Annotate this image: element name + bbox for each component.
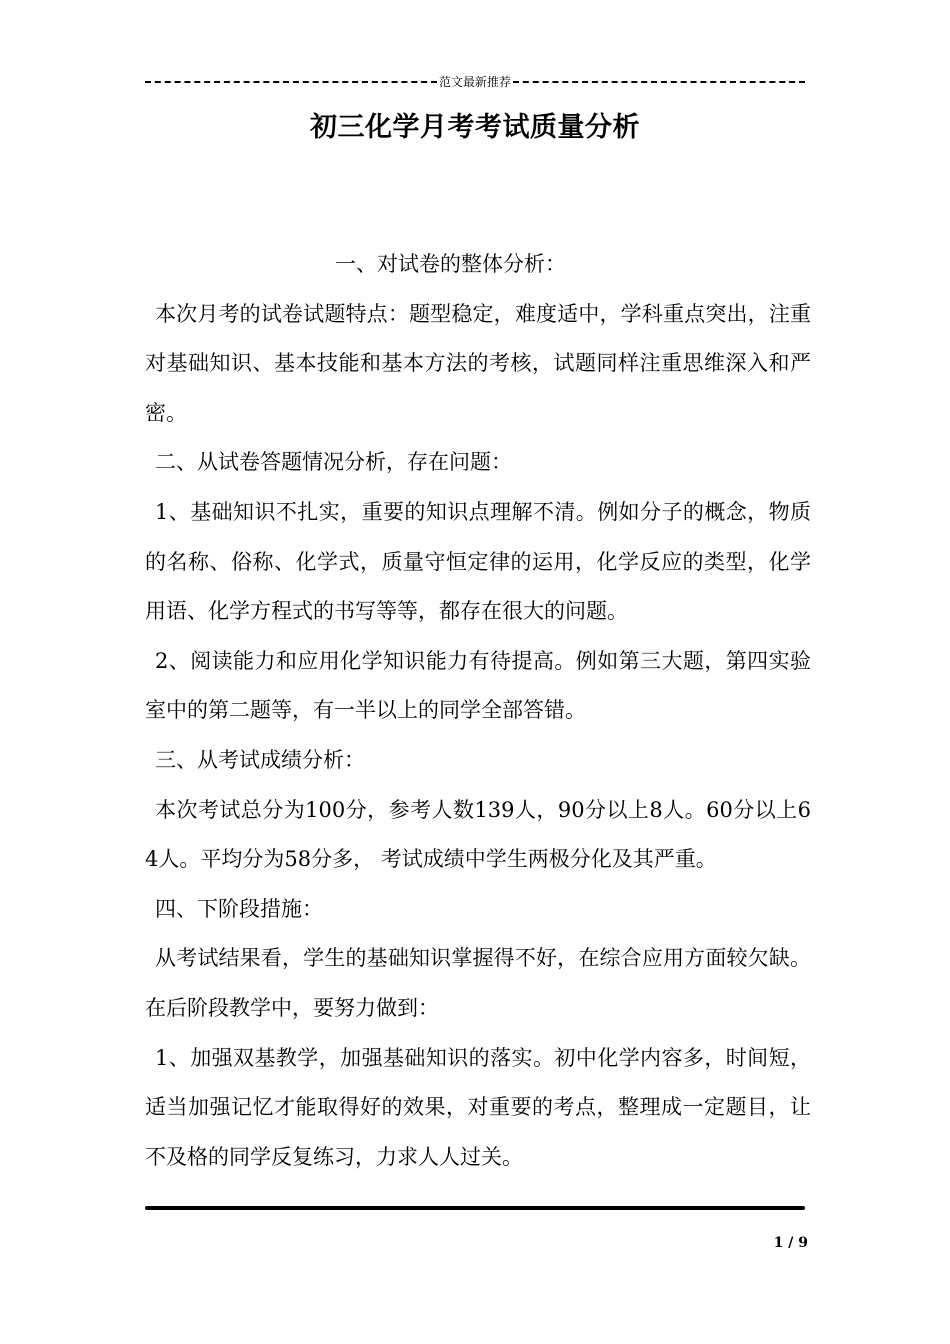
section-4-heading: 四、下阶段措施： — [155, 896, 323, 921]
document-body — [145, 240, 811, 1182]
paragraph-4: 从考试结果看，学生的基础知识掌握得不好，在综合应用方面较欠缺。在后阶段教学中，要努力做到： — [145, 946, 811, 1020]
paragraph-1: 本次月考的试卷试题特点：题型稳定，难度适中，学科重点突出，注重对基础知识、基本技能和基本方法的考核，试题同样注重思维深入和严密。 — [145, 301, 811, 425]
section-1-heading: 一、对试卷的整体分析： — [335, 252, 566, 276]
document-title: 初三化学月考考试质量分析 — [310, 112, 640, 143]
paragraph-3: 本次考试总分为100分，参考人数139人，90分以上8人。60分以上64人。平均分为58分多， 考试成绩中学生两极分化及其严重。 — [145, 797, 811, 872]
header-label: 范文最新推荐 — [439, 75, 512, 89]
paragraph-2-1: 1、基础知识不扎实，重要的知识点理解不清。例如分子的概念，物质的名称、俗称、化学式，质量守恒定律的运用，化学反应的类型，化学用语、化学方程式的书写等等，都存在很大的问题。 — [145, 499, 811, 624]
section-2-heading: 二、从试卷答题情况分析，存在问题： — [155, 450, 512, 475]
paragraph-2-2: 2、阅读能力和应用化学知识能力有待提高。例如第三大题，第四实验室中的第二题等，有一半以上的同学全部答错。 — [145, 648, 811, 723]
section-3-heading: 三、从考试成绩分析： — [155, 747, 365, 772]
page-header — [145, 74, 805, 90]
paragraph-4-1: 1、加强双基教学，加强基础知识的落实。初中化学内容多，时间短，适当加强记忆才能取得好的效果，对重要的考点，整理成一定题目，让不及格的同学反复练习，力求人人过关。 — [145, 1045, 811, 1169]
header-dashes-right — [513, 81, 805, 83]
footer-divider — [145, 1206, 805, 1210]
header-dashes-left — [145, 81, 437, 83]
page-number: 1 / 9 — [773, 1235, 808, 1251]
